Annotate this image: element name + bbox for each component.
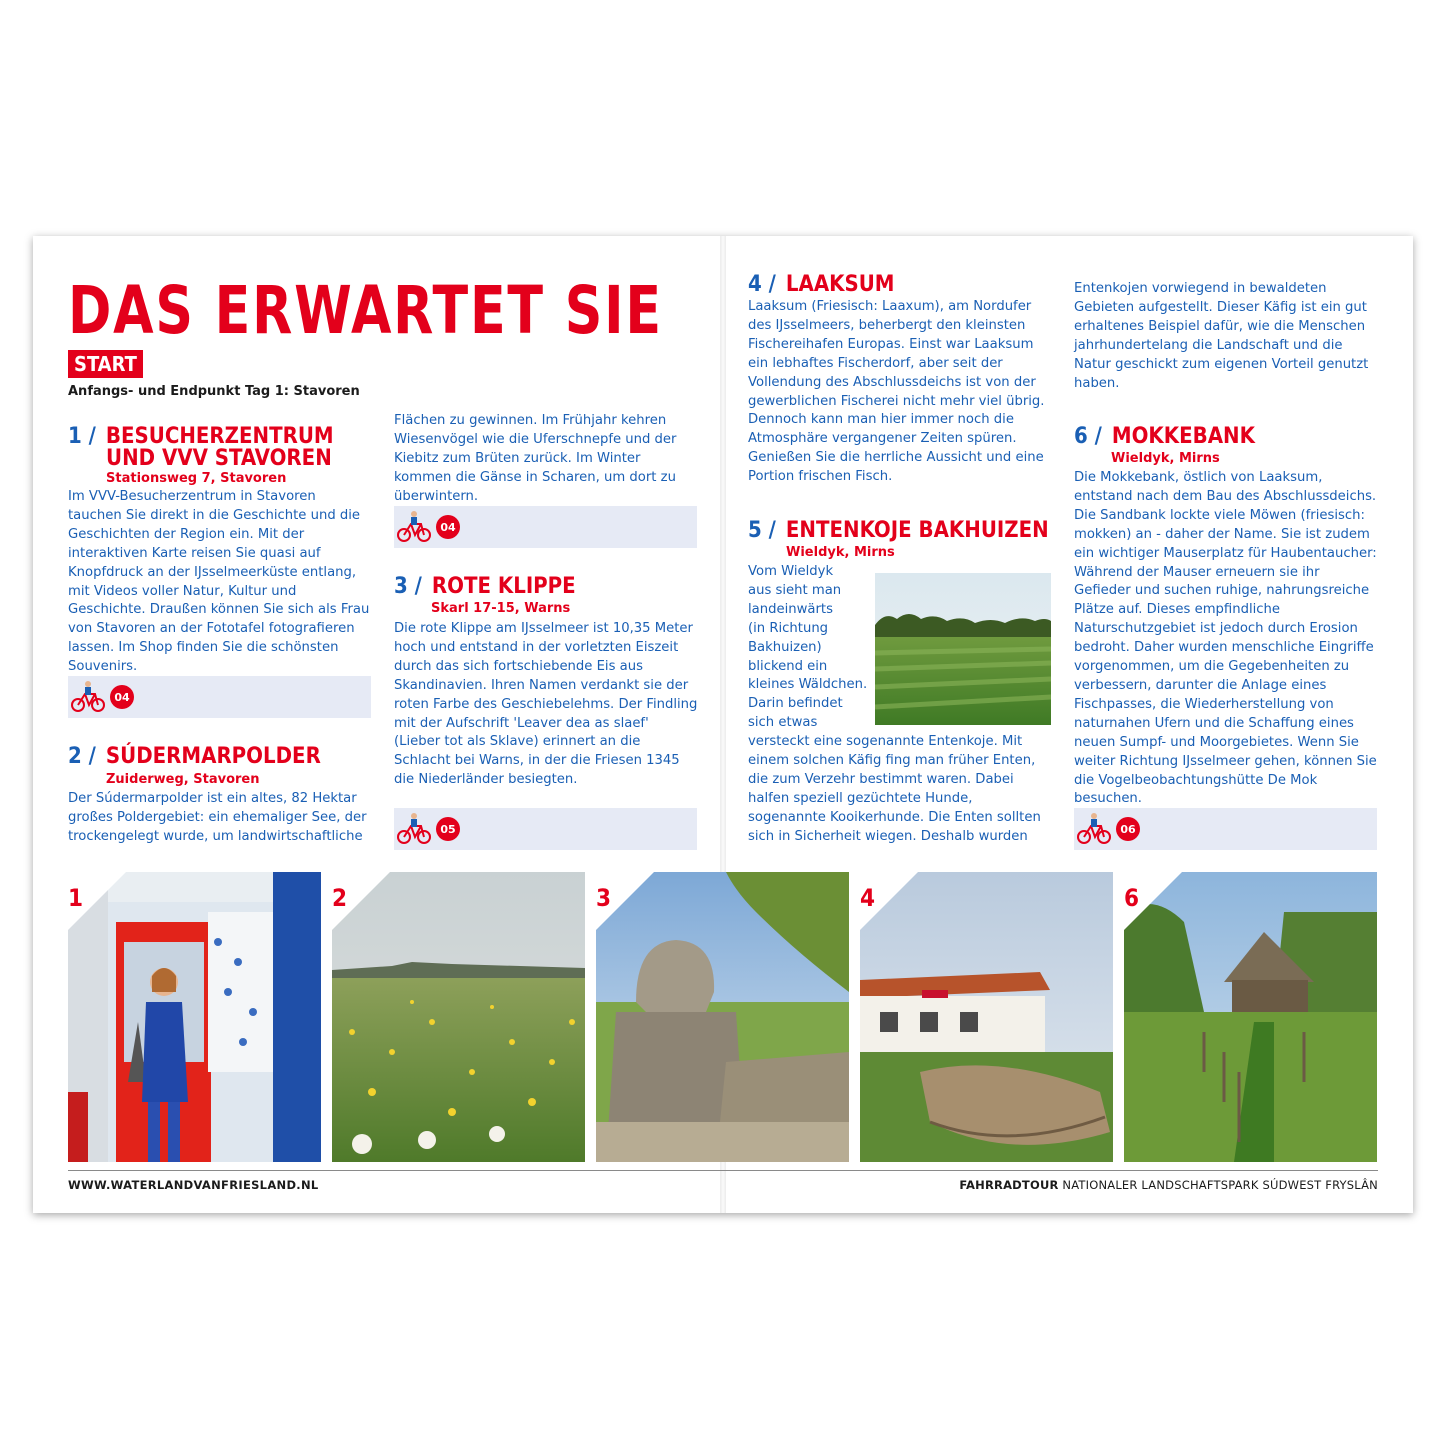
section-number: 6 /: [1074, 424, 1102, 449]
section-2-heading: [68, 746, 321, 768]
wrap-line: Darin befindet: [748, 696, 843, 712]
wrap-line: landeinwärts: [748, 601, 833, 617]
wrap-line: blickend ein: [748, 658, 828, 674]
route-number-badge: 04: [110, 685, 134, 709]
wrap-line: Vom Wieldyk: [748, 564, 834, 579]
photo-visitor-center: [68, 872, 321, 1162]
section-number: 1 /: [68, 424, 96, 449]
route-number-badge: 04: [436, 515, 460, 539]
photo-label: 1: [68, 884, 84, 912]
section-1-heading: [68, 426, 334, 448]
section-1-heading-line2: [106, 448, 332, 470]
section-name: UND VVV STAVOREN: [106, 446, 332, 471]
route-number-badge: 06: [1116, 817, 1140, 841]
wrap-line: sich etwas: [748, 715, 818, 731]
start-badge: START: [68, 350, 143, 378]
footer-publication-rest: NATIONALER LANDSCHAFTSPARK SÚDWEST FRYSLÂN: [1058, 1178, 1378, 1192]
section-name: ROTE KLIPPE: [431, 574, 576, 599]
section-6-heading: [1074, 426, 1255, 448]
bicycle-icon: [70, 680, 106, 714]
bicycle-icon: [396, 812, 432, 846]
section-3-text: Die rote Klippe am IJsselmeer ist 10,35 Meter hoch und entstand in der vorletzten Eiszeit durch das sich fortschiebende Eis aus Skandinavien. Ihren Namen verdankt sie der roten Farbe des Geschiebelehms. Der Findling mit der Aufschrift 'Leaver dea as slaef' (Lieber tot als Sklave) erinnert an die Schlacht bei Warns, in der die Friesen 1345 die Niederländer besiegten.: [394, 621, 698, 788]
footer-divider: [68, 1170, 1378, 1171]
section-4-text: Laaksum (Friesisch: Laaxum), am Nordufer des IJsselmeers, beherbergt den kleinsten Fischereihafen Europas. Einst war Laaksum ein lebhaftes Fischerdorf, aber seit der Vollendung des Abschlussdeichs ist von der gewerblichen Fischerei nicht mehr viel übrig. Dennoch kann man hier immer noch die Atmosphäre vergangener Zeiten spüren. Genießen Sie die herrliche Aussicht und eine Portion frischen Fisch.: [748, 299, 1045, 485]
section-4-heading: [748, 274, 895, 296]
section-number: 3 /: [394, 574, 422, 599]
section-1-address: Stationsweg 7, Stavoren: [106, 471, 287, 486]
photo-meadow: [332, 872, 585, 1162]
footer-publication-bold: FAHRRADTOUR: [959, 1178, 1059, 1192]
route-number-badge: 05: [436, 817, 460, 841]
wrap-line: kleines Wäldchen.: [748, 677, 868, 693]
section-2-text-continued: Flächen zu gewinnen. Im Frühjahr kehren Wiesenvögel wie die Uferschnepfe und der Kiebitz zum Brüten zurück. Im Winter kommen die Gänse in Scharen, um dort zu überwintern.: [394, 413, 677, 504]
photo-label: 6: [1124, 884, 1140, 912]
page-title: DAS ERWARTET SIE: [68, 272, 663, 349]
section-name: BESUCHERZENTRUM: [105, 424, 334, 449]
photo-boulder: [596, 872, 849, 1162]
photo-label: 2: [332, 884, 348, 912]
photo-thatched-hut: [1124, 872, 1377, 1162]
section-number: 2 /: [68, 744, 96, 769]
section-number: 5 /: [748, 518, 776, 543]
section-2-text: Der Súdermarpolder ist ein altes, 82 Hektar großes Poldergebiet: ein ehemaliger See, der trockengelegt wurde, um landwirtschaftliche: [68, 791, 367, 844]
wrap-line: (in Richtung: [748, 620, 829, 636]
section-1-text: Im VVV-Besucherzentrum in Stavoren tauchen Sie direkt in die Geschichte und die Geschichten der Region ein. Mit der interaktiven Karte reisen Sie quasi auf Knopfdruck an der IJsselmeerküste entlang, mit Videos voller Natur, Kultur und Geschichte. Draußen können Sie sich als Frau von Stavoren an der Fototafel fotografieren lassen. Im Shop finden Sie die schönsten Souvenirs.: [68, 489, 370, 675]
section-3-address: Skarl 17-15, Warns: [431, 601, 571, 616]
bike-route-bar: [1074, 808, 1377, 850]
photo-harbor-boat: [860, 872, 1113, 1162]
section-name: SÚDERMARPOLDER: [105, 744, 321, 769]
photo-label: 3: [596, 884, 612, 912]
section-5-address: Wieldyk, Mirns: [786, 545, 895, 560]
wrap-line: Bakhuizen): [748, 639, 822, 655]
bicycle-icon: [396, 510, 432, 544]
section-5-text-continued: Entenkojen vorwiegend in bewaldeten Gebieten aufgestellt. Dieser Käfig ist ein gut erhaltenes Beispiel dafür, wie die Menschen jahrhundertelang die Landschaft und die Natur geschickt zum eigenen Vorteil genutzt haben.: [1074, 281, 1369, 391]
section-5-wrap-text: [748, 563, 873, 733]
section-5-text: versteckt eine sogenannte Entenkoje. Mit einem solchen Käfig fing man früher Enten, die zum Verzehr bestimmt waren. Dabei halfen speziell gezüchtete Hunde, sogenannte Kooikerhunde. Die Enten sollten sich in Sicherheit wiegen. Deshalb wurden: [748, 734, 1041, 844]
section-3-heading: [394, 576, 576, 598]
section-5-heading: [748, 520, 1049, 542]
section-name: LAAKSUM: [785, 272, 895, 297]
bicycle-icon: [1076, 812, 1112, 846]
wrap-line: aus sieht man: [748, 582, 842, 598]
bike-route-bar: [394, 808, 697, 850]
footer-publication: [959, 1178, 1378, 1192]
section-name: ENTENKOJE BAKHUIZEN: [785, 518, 1049, 543]
photo-label: 4: [860, 884, 876, 912]
bike-route-bar: [68, 676, 371, 718]
section-6-text: Die Mokkebank, östlich von Laaksum, entstand nach dem Bau des Abschlussdeichs. Die Sandbank lockte viele Möwen (friesisch: mokken) an - daher der Name. Sie ist zudem ein wichtiger Mauserplatz für Haubentaucher: Während der Mauser erneuern sie ihr Gefieder und suchen ruhige, nahrungsreiche Plätze auf. Dieses empfindliche Naturschutzgebiet ist jedoch durch Erosion bedroht. Daher wurden menschliche Eingriffe vorgenommen, um die Gegebenheiten zu verbessern, darunter die Anlage eines Fischpasses, die Wiederherstellung von naturnahen Ufern und die Schaffung eines neuen Sumpf- und Moorgebietes. Wenn Sie weiter Richtung IJsselmeer gehen, können Sie die Vogelbeobachtungshütte De Mok besuchen.: [1074, 470, 1377, 807]
section-6-address: Wieldyk, Mirns: [1111, 451, 1220, 466]
section-name: MOKKEBANK: [1111, 424, 1255, 449]
start-subtitle: Anfangs- und Endpunkt Tag 1: Stavoren: [68, 384, 360, 399]
entenkoje-photo: [875, 573, 1051, 725]
section-number: 4 /: [748, 272, 776, 297]
bike-route-bar: [394, 506, 697, 548]
footer-website[interactable]: WWW.WATERLANDVANFRIESLAND.NL: [68, 1178, 319, 1192]
section-2-address: Zuiderweg, Stavoren: [106, 772, 260, 787]
